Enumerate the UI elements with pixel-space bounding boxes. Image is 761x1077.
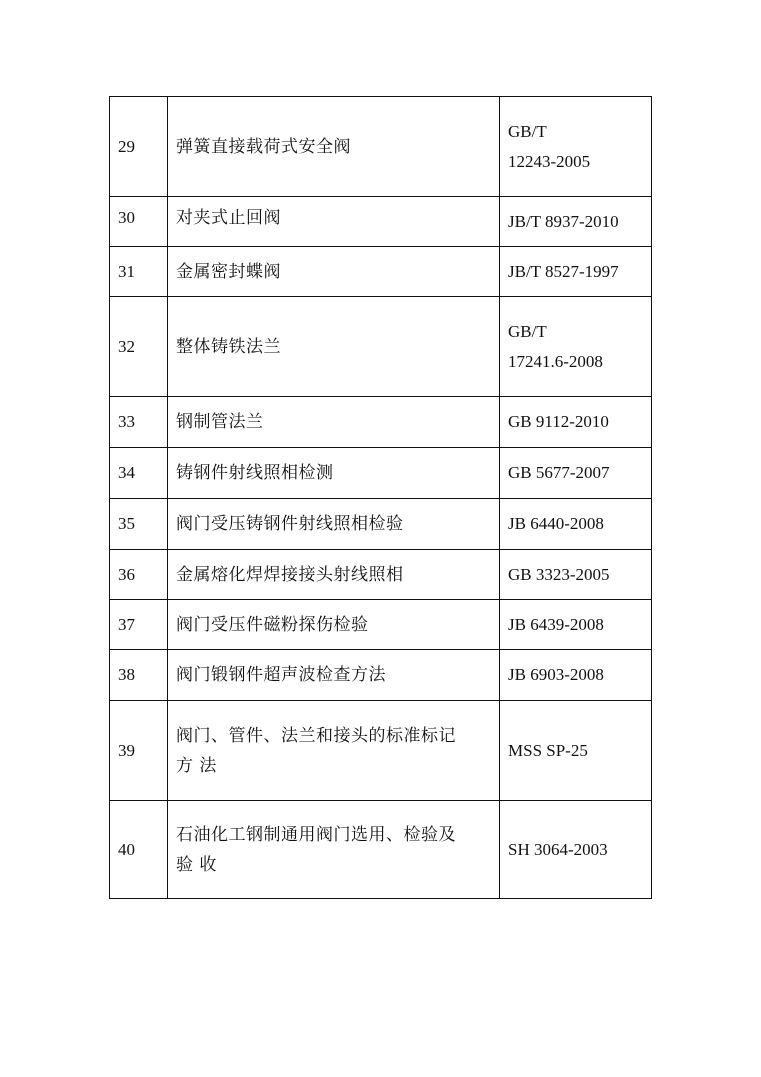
row-number: 35 [110, 499, 168, 550]
standard-code [500, 550, 652, 600]
standard-code [500, 397, 652, 448]
table-row [110, 701, 652, 801]
standard-name: 钢制管法兰 [168, 397, 500, 448]
standard-name-line: 阀门、管件、法兰和接头的标准标记 [176, 725, 456, 746]
table-row [110, 247, 652, 297]
table-row [110, 550, 652, 600]
row-number: 40 [110, 801, 168, 899]
standard-code-line: GB/T [508, 121, 547, 141]
row-number: 30 [110, 197, 168, 247]
standard-code-line: GB 5677-2007 [508, 463, 610, 482]
standard-code-line: GB/T [508, 321, 547, 341]
standard-name-line: 验 收 [176, 854, 217, 875]
table-row [110, 397, 652, 448]
standard-name: 阀门受压铸钢件射线照相检验 [168, 499, 500, 550]
row-number: 39 [110, 701, 168, 801]
standard-name: 阀门受压件磁粉探伤检验 [168, 600, 500, 650]
standard-name: 对夹式止回阀 [168, 197, 500, 247]
standard-code [500, 97, 652, 197]
standard-code [500, 600, 652, 650]
standard-code-line: SH 3064-2003 [508, 839, 608, 859]
row-number: 34 [110, 448, 168, 499]
standard-code [500, 197, 652, 247]
standard-name: 阀门锻钢件超声波检查方法 [168, 650, 500, 701]
standard-name: 弹簧直接载荷式安全阀 [168, 97, 500, 197]
table-row [110, 448, 652, 499]
standard-name: 整体铸铁法兰 [168, 297, 500, 397]
standard-name-line: 方 法 [176, 755, 217, 776]
table-row [110, 650, 652, 701]
row-number: 38 [110, 650, 168, 701]
row-number: 36 [110, 550, 168, 600]
row-number: 31 [110, 247, 168, 297]
standard-code-line: GB 9112-2010 [508, 412, 609, 431]
standard-code-line: JB/T 8937-2010 [508, 211, 619, 231]
row-number: 37 [110, 600, 168, 650]
standard-code [500, 448, 652, 499]
standard-code [500, 247, 652, 297]
standard-name-line: 石油化工钢制通用阀门选用、检验及 [176, 824, 456, 845]
standard-code-line: JB 6439-2008 [508, 614, 604, 634]
standard-code [500, 499, 652, 550]
table-row [110, 499, 652, 550]
table-row [110, 801, 652, 899]
table-row [110, 97, 652, 197]
table-row [110, 197, 652, 247]
standard-name [168, 701, 500, 801]
table-row [110, 297, 652, 397]
standard-code-line: 12243-2005 [508, 151, 591, 171]
standard-name: 金属熔化焊焊接接头射线照相 [168, 550, 500, 600]
standard-code-line: MSS SP-25 [508, 740, 588, 760]
standard-code-line: JB 6903-2008 [508, 665, 604, 684]
standard-code-line: 17241.6-2008 [508, 351, 603, 371]
standard-name [168, 801, 500, 899]
standard-name: 铸钢件射线照相检测 [168, 448, 500, 499]
standards-table [109, 96, 652, 899]
standard-code-line: JB 6440-2008 [508, 514, 604, 533]
standard-name: 金属密封蝶阀 [168, 247, 500, 297]
row-number: 33 [110, 397, 168, 448]
standard-code [500, 650, 652, 701]
standard-code [500, 297, 652, 397]
table-row [110, 600, 652, 650]
row-number: 29 [110, 97, 168, 197]
standard-code-line: GB 3323-2005 [508, 564, 610, 584]
row-number: 32 [110, 297, 168, 397]
standard-code [500, 801, 652, 899]
standard-code [500, 701, 652, 801]
standard-code-line: JB/T 8527-1997 [508, 261, 619, 281]
